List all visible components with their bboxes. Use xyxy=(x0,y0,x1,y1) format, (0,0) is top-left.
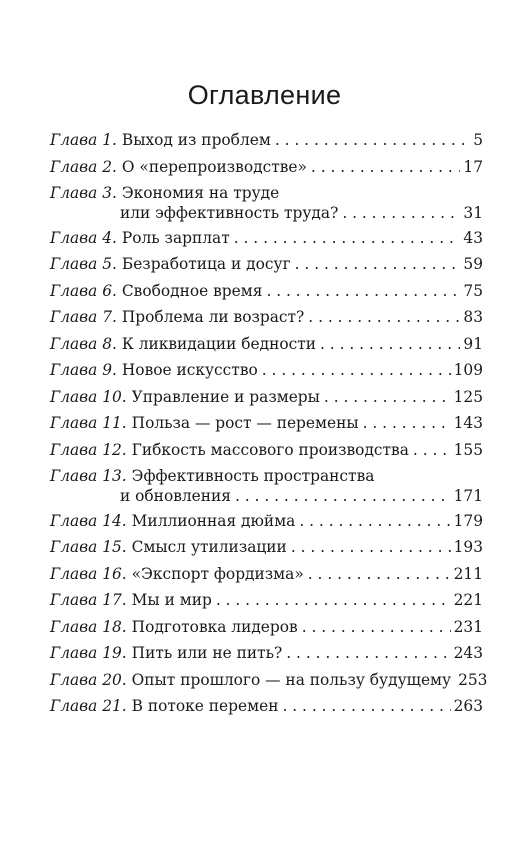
chapter-label: Глава 9. xyxy=(50,361,117,379)
toc-entry-line xyxy=(50,643,483,663)
page-number: 5 xyxy=(473,131,483,149)
toc-entry-line xyxy=(50,157,483,177)
toc-entry-line xyxy=(50,486,483,506)
toc-entry-line xyxy=(50,130,483,150)
chapter-title: Безработица и досуг xyxy=(121,255,291,273)
dot-leader xyxy=(308,307,460,327)
chapter-label: Глава 12. xyxy=(50,440,127,459)
toc-entry-line xyxy=(50,590,483,610)
page-number: 221 xyxy=(453,591,483,609)
toc-entry-line xyxy=(50,387,483,407)
chapter-label: Глава 15. xyxy=(50,538,127,556)
chapter-label: Глава 14. xyxy=(50,511,127,530)
page-number: 75 xyxy=(463,281,483,300)
chapter-label: Глава 1. xyxy=(50,131,117,149)
page-number: 253 xyxy=(458,670,488,689)
toc-entry xyxy=(50,590,483,617)
toc-entry-line xyxy=(50,511,483,531)
toc-entry-line xyxy=(50,413,483,433)
toc-entry-line xyxy=(50,440,483,460)
chapter-label: Глава 13. xyxy=(50,467,127,485)
toc-entry-line xyxy=(50,334,483,354)
dot-leader xyxy=(295,254,461,274)
chapter-title: Экономия на труде xyxy=(121,184,280,202)
toc-entry-line xyxy=(50,203,483,223)
chapter-title: Пить или не пить? xyxy=(131,644,283,662)
toc-entry xyxy=(50,130,483,157)
chapter-title: К ликвидации бедности xyxy=(121,334,316,353)
chapter-title: Польза — рост — перемены xyxy=(131,414,359,432)
toc-entry xyxy=(50,511,483,538)
toc-entry xyxy=(50,307,483,334)
dot-leader xyxy=(216,590,451,610)
page-number: 193 xyxy=(453,538,483,556)
page-number: 143 xyxy=(453,414,483,432)
dot-leader xyxy=(299,511,450,531)
page-title: Оглавление xyxy=(187,80,342,110)
page-number: 231 xyxy=(453,617,483,636)
toc-entry-line xyxy=(50,281,483,301)
chapter-title: Выход из проблем xyxy=(121,131,271,149)
chapter-title: В потоке перемен xyxy=(131,697,279,715)
chapter-label: Глава 19. xyxy=(50,644,127,662)
dot-leader xyxy=(302,617,451,637)
toc-entry xyxy=(50,537,483,564)
chapter-label: Глава 6. xyxy=(50,281,117,300)
dot-leader xyxy=(262,360,451,380)
chapter-label: Глава 2. xyxy=(50,157,117,176)
dot-leader xyxy=(308,564,451,584)
toc-entry xyxy=(50,334,483,361)
dot-leader xyxy=(291,537,451,557)
toc-entry xyxy=(50,696,483,723)
toc-entry xyxy=(50,281,483,308)
chapter-title: Подготовка лидеров xyxy=(131,617,298,636)
page-number: 155 xyxy=(453,440,483,459)
toc-entry xyxy=(50,617,483,644)
toc-entry xyxy=(50,387,483,414)
page-number: 83 xyxy=(463,308,483,326)
dot-leader xyxy=(286,643,450,663)
page-number: 59 xyxy=(463,255,483,273)
toc-entry xyxy=(50,254,483,281)
chapter-label: Глава 7. xyxy=(50,308,117,326)
toc-entry xyxy=(50,440,483,467)
chapter-label: Глава 11. xyxy=(50,414,127,432)
chapter-title-continuation: или эффективность труда? xyxy=(120,204,339,222)
toc-entry-line xyxy=(50,254,483,274)
toc-entry-line xyxy=(50,670,488,690)
chapter-label: Глава 10. xyxy=(50,387,127,406)
dot-leader xyxy=(275,130,470,150)
toc-entry xyxy=(50,466,483,511)
toc-entry-line xyxy=(50,537,483,557)
toc-entry-line xyxy=(50,228,483,248)
chapter-label: Глава 18. xyxy=(50,617,127,636)
page-number: 43 xyxy=(463,228,483,247)
chapter-title: Опыт прошлого — на пользу будущему xyxy=(131,670,452,689)
dot-leader xyxy=(324,387,451,407)
toc-entry xyxy=(50,564,483,591)
toc-entry-line xyxy=(50,466,483,486)
chapter-title: Проблема ли возраст? xyxy=(121,308,305,326)
chapter-title: Миллионная дюйма xyxy=(131,511,296,530)
dot-leader xyxy=(311,157,461,177)
chapter-title: Эффективность пространства xyxy=(131,467,375,485)
dot-leader xyxy=(320,334,460,354)
dot-leader xyxy=(342,203,460,223)
page-number: 109 xyxy=(453,361,483,379)
chapter-label: Глава 20. xyxy=(50,670,127,689)
chapter-title-continuation: и обновления xyxy=(120,487,231,505)
toc-entry-line xyxy=(50,360,483,380)
toc-entry xyxy=(50,228,483,255)
chapter-label: Глава 4. xyxy=(50,228,117,247)
chapter-label: Глава 5. xyxy=(50,255,117,273)
toc-entry-line xyxy=(50,696,483,716)
chapter-title: Управление и размеры xyxy=(131,387,320,406)
chapter-title: Свободное время xyxy=(121,281,263,300)
toc-entry xyxy=(50,670,488,697)
chapter-title: Смысл утилизации xyxy=(131,538,287,556)
dot-leader xyxy=(413,440,451,460)
dot-leader xyxy=(234,228,461,248)
toc-entry-line xyxy=(50,617,483,637)
toc-entry xyxy=(50,643,483,670)
dot-leader xyxy=(363,413,451,433)
toc-entry xyxy=(50,157,483,184)
chapter-title: О «перепроизводстве» xyxy=(121,157,307,176)
chapter-label: Глава 21. xyxy=(50,697,127,715)
table-of-contents xyxy=(50,130,488,723)
page-number: 171 xyxy=(453,487,483,505)
chapter-title: «Экспорт фордизма» xyxy=(131,564,304,583)
page-number: 91 xyxy=(463,334,483,353)
page-number: 263 xyxy=(453,697,483,715)
chapter-label: Глава 3. xyxy=(50,184,117,202)
page-number: 179 xyxy=(453,511,483,530)
chapter-label: Глава 17. xyxy=(50,591,127,609)
chapter-title: Новое искусство xyxy=(121,361,258,379)
dot-leader xyxy=(282,696,450,716)
toc-entry-line xyxy=(50,564,483,584)
toc-entry xyxy=(50,183,483,228)
toc-entry-line xyxy=(50,307,483,327)
page-number: 17 xyxy=(463,157,483,176)
dot-leader xyxy=(266,281,460,301)
toc-entry xyxy=(50,360,483,387)
toc-entry-line xyxy=(50,183,483,203)
chapter-label: Глава 16. xyxy=(50,564,127,583)
chapter-title: Гибкость массового производства xyxy=(131,440,409,459)
chapter-label: Глава 8. xyxy=(50,334,117,353)
dot-leader xyxy=(235,486,451,506)
page-number: 211 xyxy=(453,564,483,583)
toc-entry xyxy=(50,413,483,440)
chapter-title: Роль зарплат xyxy=(121,228,230,247)
page-number: 31 xyxy=(463,204,483,222)
page-number: 125 xyxy=(453,387,483,406)
page-number: 243 xyxy=(453,644,483,662)
chapter-title: Мы и мир xyxy=(131,591,212,609)
